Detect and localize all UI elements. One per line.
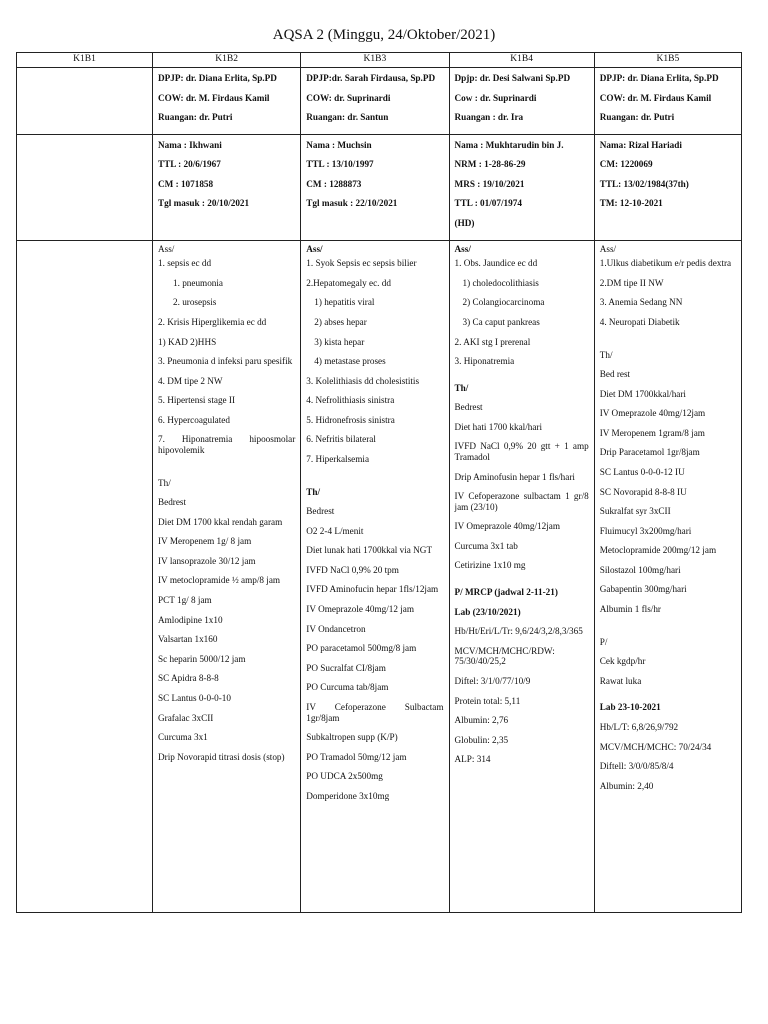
th-item: Sc heparin 5000/12 jam (158, 653, 246, 664)
ass-item: 2. AKI stg I prerenal (454, 336, 531, 347)
lab-item: Hb/L/T: 6,8/26,9/792 (599, 721, 679, 732)
main-cell-k1b5 (594, 240, 741, 912)
ass-item: 7. Hiponatremia hipoosmolar hipovolemik (158, 434, 296, 455)
ass-item: 7. Hiperkalsemia (306, 453, 370, 464)
th-item: Curcuma 3x1 (158, 732, 208, 743)
patient-line: Nama : Ikhwani (158, 139, 222, 150)
th-label: Th/ (454, 382, 469, 393)
th-item: IVFD NaCl 0,9% 20 tpm (306, 564, 399, 575)
ass-item: 3. Kolelithiasis dd cholesistitis (306, 375, 420, 386)
th-item: SC Lantus 0-0-0-12 IU (599, 466, 685, 477)
th-label: Th/ (158, 477, 171, 488)
patient-line: MRS : 19/10/2021 (454, 178, 525, 189)
patient-line: TTL: 13/02/1984(37th) (599, 178, 689, 189)
main-cell-k1b4 (449, 240, 594, 912)
th-item: O2 2-4 L/menit (306, 525, 364, 536)
page-title: AQSA 2 (Minggu, 24/Oktober/2021) (272, 27, 496, 43)
th-item: Metoclopramide 200mg/12 jam (599, 545, 717, 556)
ass-label: Ass/ (158, 243, 175, 254)
lab-item: MCV/MCH/MCHC: 70/24/34 (599, 741, 712, 752)
th-label: Th/ (599, 349, 613, 360)
th-item: Sukralfat syr 3xCII (599, 506, 671, 517)
doctor-line: Cow : dr. Suprinardi (454, 92, 537, 103)
ass-label: Ass/ (306, 243, 323, 254)
th-item: Bedrest (454, 402, 483, 413)
th-item: IV Meropenem 1gram/8 jam (599, 427, 705, 438)
th-item: Bedrest (158, 497, 187, 508)
th-item: Valsartan 1x160 (158, 634, 218, 645)
th-item: IV Omeprazole 40mg/12jam (454, 521, 560, 532)
ass-item: 3) kista hepar (314, 336, 365, 347)
th-item: Albumin 1 fls/hr (599, 604, 661, 615)
patient-line: Tgl masuk : 22/10/2021 (306, 198, 398, 209)
th-item: IV Cefoperazone Sulbactam 1gr/8jam (306, 701, 444, 723)
th-item: Cetirizine 1x10 mg (454, 560, 526, 571)
patient-cell-k1b2 (153, 134, 301, 240)
ass-item: 1) KAD 2)HHS (158, 336, 217, 347)
patient-line: (HD) (454, 218, 475, 229)
doctor-row (17, 68, 742, 135)
doctor-line: Ruangan: dr. Putri (599, 112, 675, 123)
plan-item: Cek kgdp/hr (599, 656, 646, 667)
patient-line: TTL : 13/10/1997 (306, 159, 374, 170)
ass-item: 5. Hipertensi stage II (158, 395, 236, 406)
patient-line: Tgl masuk : 20/10/2021 (158, 198, 250, 209)
doctor-line: DPJP: dr. Diana Erlita, Sp.PD (599, 73, 719, 83)
lab-item: Diftel: 3/1/0/77/10/9 (454, 675, 531, 686)
patient-line: TTL : 01/07/1974 (454, 198, 522, 209)
col-header-k1b2: K1B2 (153, 53, 301, 68)
patient-line: Nama: Rizal Hariadi (599, 139, 682, 150)
doctor-line: Ruangan: dr. Santun (306, 112, 389, 123)
th-item: IV Ondancetron (306, 623, 366, 634)
col-header-k1b4: K1B4 (449, 53, 594, 68)
main-cell-k1b1 (17, 240, 153, 912)
th-item: Curcuma 3x1 tab (454, 540, 518, 551)
lab-item: ALP: 314 (454, 754, 491, 765)
th-item: Diet lunak hati 1700kkal via NGT (306, 545, 433, 556)
th-item: IV Omeprazole 40mg/12jam (599, 408, 706, 419)
main-cell-k1b2 (153, 240, 301, 912)
lab-item: Hb/Ht/Eri/L/Tr: 9,6/24/3,2/8,3/365 (454, 626, 583, 637)
ass-label: Ass/ (599, 243, 617, 254)
patient-line: Nama : Muchsin (306, 139, 372, 150)
doctor-line: COW: dr. M. Firdaus Kamil (158, 92, 270, 103)
th-item: Bedrest (306, 506, 335, 517)
th-item: SC Novorapid 8-8-8 IU (599, 486, 687, 497)
plan-item: Rawat luka (599, 675, 642, 686)
patient-line: CM : 1288873 (306, 178, 362, 189)
th-item: Amlodipine 1x10 (158, 614, 223, 625)
th-item: Silostazol 100mg/hari (599, 564, 681, 575)
th-item: Drip Aminofusin hepar 1 fls/hari (454, 471, 575, 482)
ass-item: 1. Obs. Jaundice ec dd (454, 258, 538, 269)
col-header-k1b5: K1B5 (594, 53, 741, 68)
doctor-line: Ruangan : dr. Ira (454, 112, 524, 123)
th-item: Gabapentin 300mg/hari (599, 584, 687, 595)
ass-item: 3. Anemia Sedang NN (599, 297, 683, 308)
th-item: IVFD NaCl 0,9% 20 gtt + 1 amp Tramadol (454, 441, 589, 462)
ass-item: 3. Hiponatremia (454, 356, 515, 367)
th-item: Grafalac 3xCII (158, 712, 214, 723)
patient-row (17, 134, 742, 240)
ass-item: 6. Hypercoagulated (158, 414, 230, 425)
doctor-line: Ruangan: dr. Putri (158, 112, 233, 123)
ass-item: 2. Krisis Hiperglikemia ec dd (158, 316, 267, 327)
doctor-cell-k1b4 (449, 68, 594, 135)
th-item: PO Tramadol 50mg/12 jam (306, 751, 407, 762)
th-label: Th/ (306, 486, 321, 497)
th-item: IVFD Aminofucin hepar 1fls/12jam (306, 584, 439, 595)
patient-cell-k1b4 (449, 134, 594, 240)
th-item: Bed rest (599, 369, 631, 380)
header-row (17, 53, 742, 68)
th-item: Diet DM 1700 kkal rendah garam (158, 516, 283, 527)
ass-item: 2.DM tipe II NW (599, 277, 664, 288)
ass-item: 2) Colangiocarcinoma (462, 297, 545, 308)
lab-item: Diftell: 3/0/0/85/8/4 (599, 761, 674, 772)
doctor-line: DPJP: dr. Diana Erlita, Sp.PD (158, 73, 277, 83)
assessment-row (17, 240, 742, 912)
ass-item: 3) Ca caput pankreas (462, 316, 540, 327)
ass-item: 4. Neuropati Diabetik (599, 316, 680, 327)
patient-line: CM : 1071858 (158, 178, 214, 189)
ass-item: 1) choledocolithiasis (462, 277, 539, 288)
patient-line: Nama : Mukhtarudin bin J. (454, 139, 564, 150)
doctor-cell-k1b5 (594, 68, 741, 135)
ass-item: 4. Nefrolithiasis sinistra (306, 395, 395, 406)
ass-item: 1. Syok Sepsis ec sepsis bilier (306, 258, 417, 269)
ass-item: 5. Hidronefrosis sinistra (306, 414, 395, 425)
lab-item: Globulin: 2,35 (454, 734, 509, 745)
ass-item: 1.Ulkus diabetikum e/r pedis dextra (599, 258, 732, 269)
patient-cell-k1b3 (301, 134, 449, 240)
th-item: PO UDCA 2x500mg (306, 771, 383, 782)
patient-cell-k1b1 (17, 134, 153, 240)
th-item: Subkaltropen supp (K/P) (306, 732, 398, 743)
patient-line: TTL : 20/6/1967 (158, 159, 221, 170)
main-cell-k1b3 (301, 240, 449, 912)
ass-item: 4) metastase proses (314, 356, 386, 367)
lab-label: Lab (23/10/2021) (454, 606, 521, 617)
ass-item: 6. Nefritis bilateral (306, 434, 376, 445)
ass-item: 1) hepatitis viral (314, 297, 375, 308)
th-item: PO Curcuma tab/8jam (306, 682, 389, 693)
th-item: IV Omeprazole 40mg/12 jam (306, 604, 415, 615)
plan-item: P/ MRCP (jadwal 2-11-21) (454, 587, 558, 598)
th-item: IV lansoprazole 30/12 jam (158, 555, 256, 566)
th-item: PO Sucralfat CI/8jam (306, 662, 386, 673)
th-item: Drip Paracetamol 1gr/8jam (599, 447, 700, 458)
ass-item: 2.Hepatomegaly ec. dd (306, 277, 391, 288)
doctor-cell-k1b2 (153, 68, 301, 135)
patient-line: TM: 12-10-2021 (599, 198, 663, 209)
th-item: Domperidone 3x10mg (306, 790, 390, 801)
th-item: Drip Novorapid titrasi dosis (stop) (158, 751, 285, 762)
doctor-line: DPJP:dr. Sarah Firdausa, Sp.PD (306, 73, 436, 83)
th-item: SC Apidra 8-8-8 (158, 673, 219, 684)
ass-item: 1. pneumonia (173, 277, 224, 288)
plan-label: P/ (599, 636, 608, 647)
th-item: PO paracetamol 500mg/8 jam (306, 643, 417, 654)
col-header-k1b1: K1B1 (17, 53, 153, 68)
th-item: IV metoclopramide ½ amp/8 jam (158, 575, 281, 586)
patient-table (16, 52, 742, 913)
doctor-cell-k1b1 (17, 68, 153, 135)
th-item: Diet DM 1700kkal/hari (599, 388, 686, 399)
patient-line: NRM : 1-28-86-29 (454, 159, 526, 170)
patient-cell-k1b5 (594, 134, 741, 240)
th-item: IV Meropenem 1g/ 8 jam (158, 536, 252, 547)
ass-item: 1. sepsis ec dd (158, 258, 212, 269)
lab-item: MCV/MCH/MCHC/RDW: 75/30/40/25,2 (454, 645, 555, 667)
doctor-line: Dpjp: dr. Desi Salwani Sp.PD (454, 73, 571, 83)
doctor-line: COW: dr. Suprinardi (306, 92, 391, 103)
ass-item: 3. Pneumonia d infeksi paru spesifik (158, 356, 293, 367)
th-item: Fluimucyl 3x200mg/hari (599, 525, 692, 536)
doctor-line: COW: dr. M. Firdaus Kamil (599, 92, 712, 103)
doctor-cell-k1b3 (301, 68, 449, 135)
th-item: SC Lantus 0-0-0-10 (158, 692, 231, 703)
th-item: IV Cefoperazone sulbactam 1 gr/8 jam (23/10) (454, 491, 589, 512)
lab-item: Albumin: 2,76 (454, 715, 509, 726)
lab-item: Albumin: 2,40 (599, 780, 654, 791)
lab-item: Protein total: 5,11 (454, 695, 521, 706)
lab-label: Lab 23-10-2021 (599, 702, 661, 713)
ass-item: 2. urosepsis (173, 297, 217, 308)
ass-label: Ass/ (454, 243, 471, 254)
patient-line: CM: 1220069 (599, 159, 653, 170)
th-item: PCT 1g/ 8 jam (158, 595, 212, 606)
th-item: Diet hati 1700 kkal/hari (454, 421, 543, 432)
ass-item: 4. DM tipe 2 NW (158, 375, 223, 386)
ass-item: 2) abses hepar (314, 316, 367, 327)
col-header-k1b3: K1B3 (301, 53, 449, 68)
